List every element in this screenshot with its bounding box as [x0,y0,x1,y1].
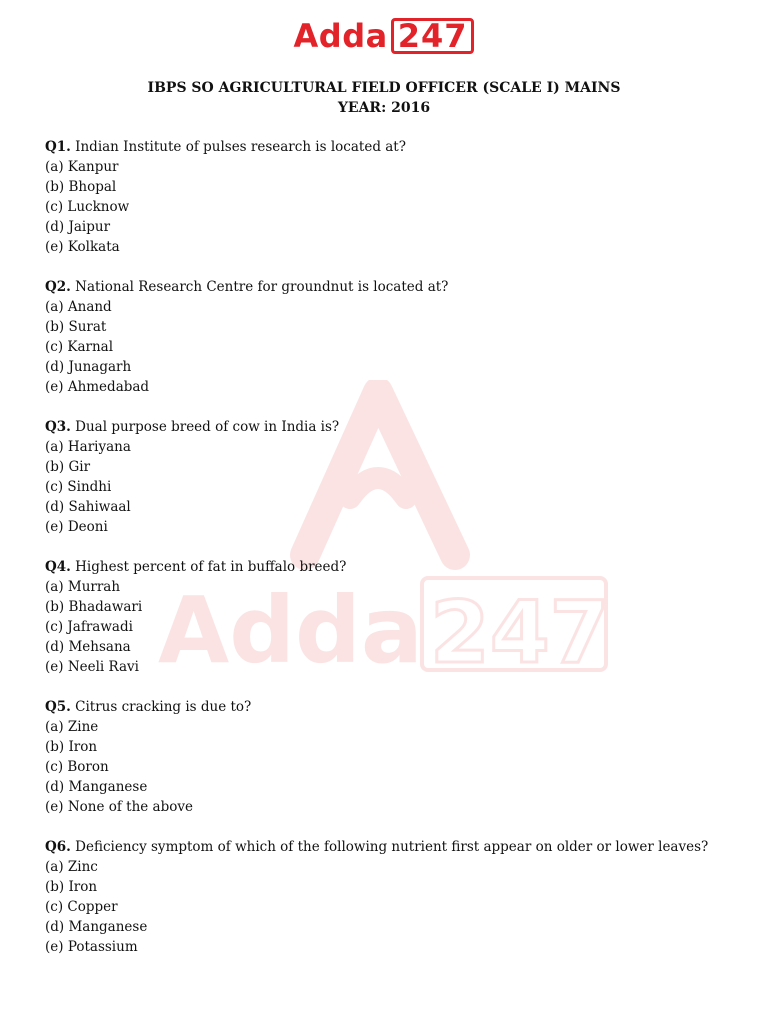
question-number: Q5. [45,699,71,715]
option-c: (c) Sindhi [45,479,112,495]
question-1 [45,137,745,257]
question-number: Q1. [45,139,71,155]
question-3 [45,417,745,537]
option-d: (d) Sahiwaal [45,499,131,515]
option-c: (c) Karnal [45,339,114,355]
option-a: (a) Hariyana [45,439,131,455]
watermark-number: 247 [430,583,610,680]
option-d: (d) Jaipur [45,219,111,235]
document-title: IBPS SO AGRICULTURAL FIELD OFFICER (SCALE I) MAINS [147,80,621,96]
question-number: Q6. [45,839,71,855]
adda247-logo [0,18,768,54]
option-e: (e) Kolkata [45,239,120,255]
option-d: (d) Manganese [45,919,148,935]
question-6 [45,837,745,957]
option-b: (b) Surat [45,319,107,335]
question-stem: Indian Institute of pulses research is located at? [70,139,406,155]
question-2 [45,277,745,397]
option-b: (b) Iron [45,879,98,895]
question-stem: Dual purpose breed of cow in India is? [70,419,340,435]
question-4 [45,557,745,677]
question-number: Q4. [45,559,71,575]
question-text [45,557,745,577]
option-e: (e) Deoni [45,519,108,535]
option-e: (e) Neeli Ravi [45,659,139,675]
question-stem: Deficiency symptom of which of the following nutrient first appear on older or lower leaves? [70,839,709,855]
watermark-word: Adda [158,577,423,680]
option-d: (d) Manganese [45,779,148,795]
option-a: (a) Zinc [45,859,98,875]
logo-word: Adda [293,17,388,55]
question-text [45,417,745,437]
question-number: Q2. [45,279,71,295]
option-c: (c) Copper [45,899,118,915]
question-stem: Highest percent of fat in buffalo breed? [70,559,347,575]
question-stem: Citrus cracking is due to? [70,699,252,715]
question-number: Q3. [45,419,71,435]
option-a: (a) Murrah [45,579,121,595]
option-b: (b) Gir [45,459,91,475]
option-b: (b) Iron [45,739,98,755]
option-c: (c) Lucknow [45,199,130,215]
option-c: (c) Jafrawadi [45,619,133,635]
question-text [45,697,745,717]
option-e: (e) Potassium [45,939,138,955]
option-e: (e) Ahmedabad [45,379,150,395]
question-text [45,137,745,157]
option-e: (e) None of the above [45,799,193,815]
option-b: (b) Bhadawari [45,599,143,615]
question-5 [45,697,745,817]
document-year: YEAR: 2016 [337,100,431,116]
option-a: (a) Zine [45,719,99,735]
option-b: (b) Bhopal [45,179,117,195]
question-list [45,137,745,977]
option-d: (d) Mehsana [45,639,131,655]
option-c: (c) Boron [45,759,109,775]
document-header [0,78,768,118]
option-a: (a) Kanpur [45,159,119,175]
question-text [45,277,745,297]
option-a: (a) Anand [45,299,112,315]
question-text [45,837,745,857]
question-stem: National Research Centre for groundnut is located at? [70,279,449,295]
option-d: (d) Junagarh [45,359,132,375]
logo-number: 247 [391,18,475,54]
